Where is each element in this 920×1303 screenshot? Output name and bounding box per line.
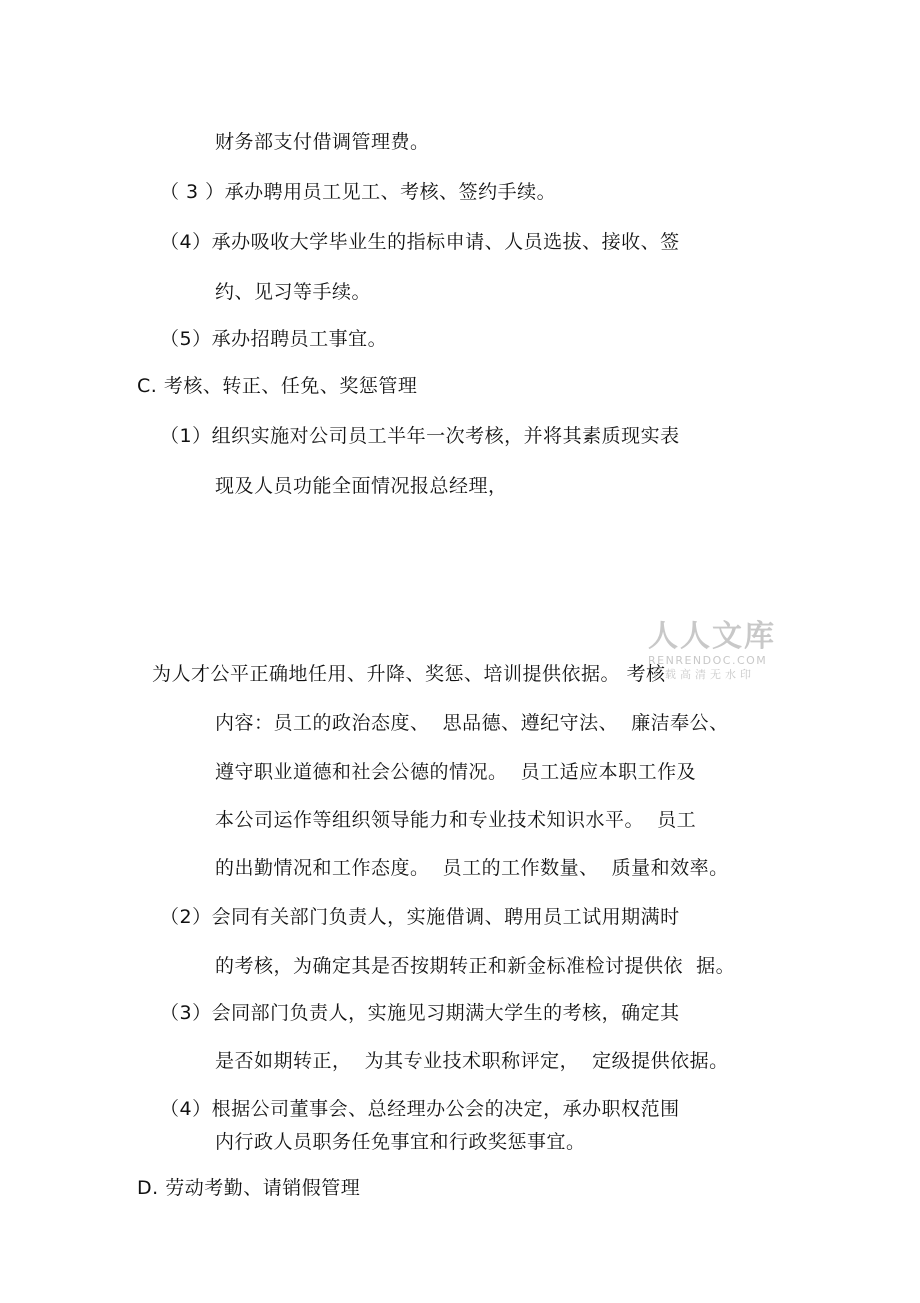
watermark-logo: 人人文库 bbox=[648, 619, 776, 654]
text-line-1: 财务部支付借调管理费。 bbox=[215, 131, 430, 153]
watermark bbox=[648, 620, 778, 682]
text-line-11: 遵守职业道德和社会公德的情况。 员工适应本职工作及 bbox=[215, 761, 697, 783]
text-line-7: （1）组织实施对公司员工半年一次考核，并将其素质现实表 bbox=[160, 425, 680, 447]
text-line-2: （ 3 ）承办聘用员工见工、考核、签约手续。 bbox=[160, 181, 557, 203]
text-line-8: 现及人员功能全面情况报总经理， bbox=[215, 475, 508, 497]
section-heading-c: C. 考核、转正、任免、奖惩管理 bbox=[137, 375, 418, 397]
text-line-17: 是否如期转正， 为其专业技术职称评定， 定级提供依据。 bbox=[215, 1050, 729, 1072]
watermark-domain: RENRENDOC.COM bbox=[648, 654, 768, 667]
watermark-tagline: 下载高清无水印 bbox=[650, 668, 755, 681]
text-line-12: 本公司运作等组织领导能力和专业技术知识水平。 员工 bbox=[215, 809, 697, 831]
text-line-10: 内容：员工的政治态度、 思品德、遵纪守法、 廉洁奉公、 bbox=[215, 712, 729, 734]
text-line-5: （5）承办招聘员工事宜。 bbox=[160, 328, 388, 350]
text-line-3: （4）承办吸收大学毕业生的指标申请、人员选拔、接收、签 bbox=[160, 231, 680, 253]
text-line-4: 约、见习等手续。 bbox=[215, 281, 372, 303]
text-line-9: 为人才公平正确地任用、升降、奖惩、培训提供依据。 考核 bbox=[152, 663, 666, 685]
text-line-16: （3）会同部门负责人，实施见习期满大学生的考核，确定其 bbox=[160, 1002, 680, 1024]
text-line-14: （2）会同有关部门负责人，实施借调、聘用员工试用期满时 bbox=[160, 906, 680, 928]
section-heading-d: D. 劳动考勤、请销假管理 bbox=[137, 1177, 361, 1199]
text-line-19: 内行政人员职务任免事宜和行政奖惩事宜。 bbox=[215, 1131, 586, 1153]
text-line-13: 的出勤情况和工作态度。 员工的工作数量、 质量和效率。 bbox=[215, 857, 729, 879]
text-line-15: 的考核，为确定其是否按期转正和新金标准检讨提供依 据。 bbox=[215, 955, 736, 977]
text-line-18: （4）根据公司董事会、总经理办公会的决定，承办职权范围 bbox=[160, 1098, 680, 1120]
